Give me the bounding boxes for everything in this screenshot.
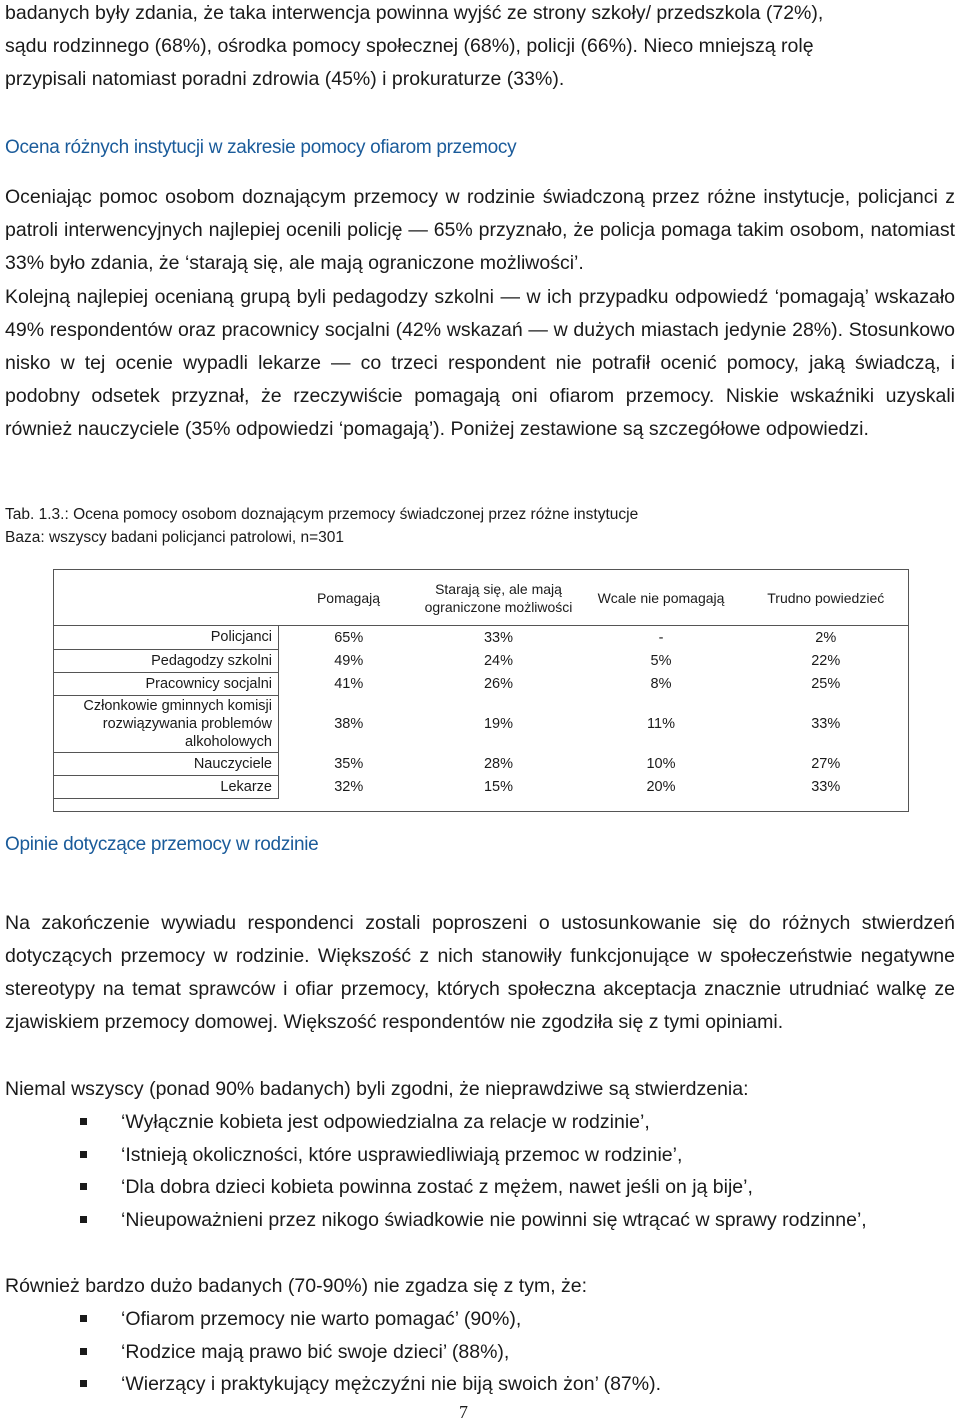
table-cell: 32% xyxy=(334,778,364,795)
bullet-square-icon xyxy=(80,1380,87,1387)
table-cell: 10% xyxy=(646,755,676,772)
list-item-text: ‘Ofiarom przemocy nie warto pomagać’ (90%), xyxy=(121,1308,522,1330)
table-cell: 28% xyxy=(483,755,514,772)
list-item-text: ‘Wyłącznie kobieta jest odpowiedzialna za relacje w rodzinie’, xyxy=(121,1111,650,1133)
table-cell: 5% xyxy=(650,652,672,669)
list-item xyxy=(80,1336,661,1369)
list-item-text: ‘Nieupoważnieni przez nikogo świadkowie nie powinni się wtrącać w sprawy rodzinne’, xyxy=(121,1208,867,1231)
table-cell: 22% xyxy=(811,652,841,669)
table-cell: 33% xyxy=(811,778,841,795)
list-item xyxy=(80,1303,661,1336)
statement-list-2 xyxy=(80,1303,661,1401)
table-cell: 19% xyxy=(483,715,514,732)
table-cell: 35% xyxy=(334,755,364,772)
table-row xyxy=(54,626,909,650)
section-heading-institutions: Ocena różnych instytucji w zakresie pomocy ofiarom przemocy xyxy=(5,137,517,158)
list-item-text: ‘Wierzący i praktykujący mężczyźni nie biją swoich żon’ (87%). xyxy=(121,1373,662,1395)
table-row xyxy=(54,775,909,798)
list-item xyxy=(80,1106,867,1139)
bullet-square-icon xyxy=(80,1118,87,1125)
paragraph-lead-1: Niemal wszyscy (ponad 90% badanych) byli zgodni, że nieprawdziwe są stwierdzenia: xyxy=(5,1078,749,1100)
column-header: Starają się, ale mają ograniczone możliwości xyxy=(424,580,573,615)
column-header: Wcale nie pomagają xyxy=(597,589,725,606)
bullet-square-icon xyxy=(80,1183,87,1190)
intro-line-2: sądu rodzinnego (68%), ośrodka pomocy społecznej (68%), policji (66%). Nieco mniejszą rolę xyxy=(5,35,814,57)
table-cell: 38% xyxy=(334,715,364,732)
page-number: 7 xyxy=(459,1402,468,1422)
list-item xyxy=(80,1204,867,1237)
list-item-text: ‘Rodzice mają prawo bić swoje dzieci’ (88%), xyxy=(121,1340,510,1363)
bullet-square-icon xyxy=(80,1315,87,1322)
list-item xyxy=(80,1139,867,1172)
table-cell: 27% xyxy=(811,755,841,772)
bullet-square-icon xyxy=(80,1348,87,1355)
table-cell: 20% xyxy=(646,778,676,795)
paragraph-lead-2: Również bardzo dużo badanych (70-90%) nie zgadza się z tym, że: xyxy=(5,1275,588,1297)
table-cell: 15% xyxy=(483,778,514,795)
row-label: Lekarze xyxy=(54,775,279,798)
table-row xyxy=(54,672,909,695)
bullet-square-icon xyxy=(80,1151,87,1158)
table-cell: 8% xyxy=(650,675,672,692)
paragraph-institutions-1: Oceniając pomoc osobom doznającym przemocy w rodzinie świadczoną przez różne instytucje, policjanci z patroli interwencyjnych najlepiej ocenili policję — 65% przyznało, że policja pomaga takim osobom, natomiast 33% było zdania, że ‘starają się, ale mają ograniczone możliwości’. xyxy=(5,186,955,274)
table-cell: 33% xyxy=(811,715,841,732)
table-header-row xyxy=(54,570,909,626)
section-heading-opinions: Opinie dotyczące przemocy w rodzinie xyxy=(5,834,319,855)
table-cell: 24% xyxy=(483,652,514,669)
table-caption xyxy=(5,503,638,527)
list-item-text: ‘Istnieją okoliczności, które usprawiedliwiają przemoc w rodzinie’, xyxy=(121,1143,683,1166)
table-cell: 49% xyxy=(334,652,364,669)
intro-line-1: badanych były zdania, że taka interwencja powinna wyjść ze strony szkoły/ przedszkola (72%), xyxy=(5,2,824,24)
table-cell: 25% xyxy=(811,675,841,692)
intro-paragraph xyxy=(5,0,955,96)
table-cell: 26% xyxy=(483,675,514,692)
row-label: Członkowie gminnych komisji rozwiązywania problemów alkoholowych xyxy=(54,695,279,752)
column-header: Pomagają xyxy=(316,589,381,606)
table-cell: 11% xyxy=(647,715,675,732)
statement-list-1 xyxy=(80,1106,867,1236)
table-caption-prefix: Tab. 1.3. xyxy=(5,506,65,523)
list-item xyxy=(80,1368,661,1401)
row-label: Pedagodzy szkolni xyxy=(54,649,279,672)
list-item-text: ‘Dla dobra dzieci kobieta powinna zostać z mężem, nawet jeśli on ją bije’, xyxy=(121,1176,753,1198)
table-base: Baza: wszyscy badani policjanci patrolowi, n=301 xyxy=(5,529,345,546)
table-cell: 33% xyxy=(419,626,579,650)
table-cell: - xyxy=(579,626,744,650)
bullet-square-icon xyxy=(80,1216,87,1223)
table-cell: 41% xyxy=(334,675,364,692)
institutions-table xyxy=(53,569,909,812)
column-header: Trudno powiedzieć xyxy=(767,589,885,606)
table-cell: 2% xyxy=(744,626,909,650)
row-label: Policjanci xyxy=(54,626,279,650)
paragraph-institutions-2: Kolejną najlepiej ocenianą grupą byli pedagodzy szkolni — w ich przypadku odpowiedź ‘pomagają’ wskazało 49% respondentów oraz pracownicy socjalni (42% wskazań — w dużych miastach jedynie 28%). Stosunkowo nisko w tej ocenie wypadli lekarze — co trzeci respondent nie potrafił ocenić pomocy, jaką świadczą, i podobny odsetek przyznał, że rzeczywiście pomagają oni ofiarom przemocy. Niskie wskaźniki uzyskali również nauczyciele (35% odpowiedzi ‘pomagają’). Poniżej zestawione są szczegółowe odpowiedzi. xyxy=(5,286,955,440)
table-caption-text: : Ocena pomocy osobom doznającym przemocy świadczonej przez różne instytucje xyxy=(64,506,639,523)
table-row xyxy=(54,649,909,672)
table-row xyxy=(54,695,909,752)
table-cell: 65% xyxy=(279,626,419,650)
paragraph-opinions-1: Na zakończenie wywiadu respondenci zostali poproszeni o ustosunkowanie się do różnych stwierdzeń dotyczących przemocy w rodzinie. Większość z nich stanowiły funkcjonujące w społeczeństwie negatywne stereotypy na temat sprawców i ofiar przemocy, których społeczna akceptacja znacznie utrudniać walkę ze zjawiskiem przemocy domowej. Większość respondentów nie zgodziła się z tymi opiniami. xyxy=(5,912,955,1033)
row-label: Nauczyciele xyxy=(54,752,279,775)
intro-line-3: przypisali natomiast poradni zdrowia (45%) i prokuraturze (33%). xyxy=(5,68,565,90)
table-corner xyxy=(54,570,279,626)
row-label: Pracownicy socjalni xyxy=(54,672,279,695)
table-spacer-row xyxy=(54,798,909,811)
table-row xyxy=(54,752,909,775)
list-item xyxy=(80,1171,867,1204)
